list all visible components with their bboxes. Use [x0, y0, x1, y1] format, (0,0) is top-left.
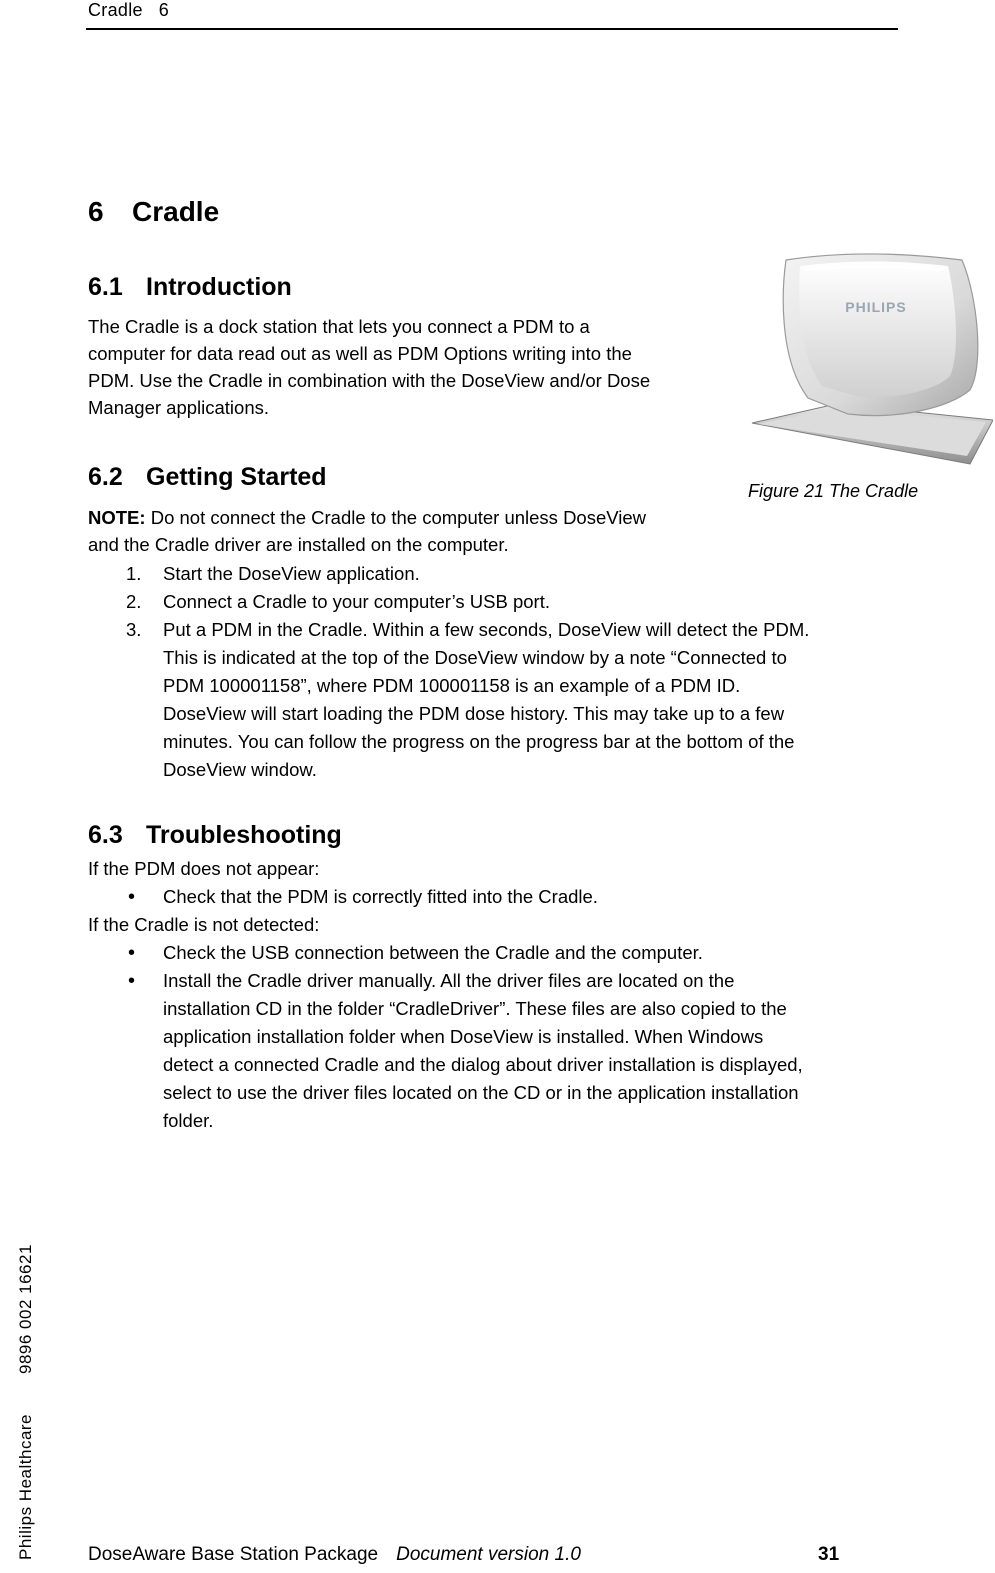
section-heading-troubleshooting — [88, 821, 342, 850]
note-paragraph — [88, 504, 918, 558]
header-rule — [86, 28, 898, 30]
cradle-figure — [748, 248, 993, 468]
text-line: DoseView will start loading the PDM dose history. This may take up to a few — [163, 703, 785, 724]
text-line: computer for data read out as well as PDM Options writing into the — [88, 343, 632, 364]
text-line: Install the Cradle driver manually. All the driver files are located on the — [163, 970, 735, 991]
introduction-paragraph — [88, 313, 650, 421]
text-line: application installation folder when DoseView is installed. When Windows — [163, 1026, 764, 1047]
text-line: DoseView window. — [163, 759, 317, 780]
condition-text: If the Cradle is not detected: — [88, 914, 320, 935]
list-item — [88, 560, 918, 588]
sidebar-doc-number: 9896 002 16621 — [16, 1244, 35, 1374]
sidebar-company: Philips Healthcare — [16, 1413, 35, 1560]
text-line: Start the DoseView application. — [163, 563, 420, 584]
sidebar-document-info — [16, 1244, 36, 1560]
list-item — [88, 883, 918, 911]
list-item — [88, 967, 918, 1135]
chapter-number: 6 — [88, 196, 104, 227]
text-line: select to use the driver files located on the CD or in the application installation — [163, 1082, 799, 1103]
footer-document-version: Document version 1.0 — [396, 1544, 581, 1565]
condition-text: If the PDM does not appear: — [88, 858, 320, 879]
footer-package-name: DoseAware Base Station Package — [88, 1544, 379, 1565]
text-line: PDM 100001158”, where PDM 100001158 is an example of a PDM ID. — [163, 675, 741, 696]
chapter-title — [88, 196, 219, 228]
list-item — [88, 939, 918, 967]
text-line: Check that the PDM is correctly fitted into the Cradle. — [163, 886, 598, 907]
bullet-icon: • — [128, 942, 136, 964]
text-line: Check the USB connection between the Cradle and the computer. — [163, 942, 703, 963]
footer — [88, 1544, 581, 1566]
section-title: Troubleshooting — [146, 821, 342, 849]
section-title: Getting Started — [146, 463, 327, 491]
text-line: installation CD in the folder “CradleDriver”. These files are also copied to the — [163, 998, 787, 1019]
note-line: and the Cradle driver are installed on the computer. — [88, 534, 509, 555]
cradle-image — [748, 248, 993, 468]
chapter-title-text: Cradle — [132, 196, 220, 227]
section-number: 6.2 — [88, 463, 123, 491]
list-number: 3. — [126, 619, 142, 640]
philips-logo: PHILIPS — [845, 299, 907, 315]
steps-list — [88, 560, 918, 784]
text-line: Put a PDM in the Cradle. Within a few seconds, DoseView will detect the PDM. — [163, 619, 810, 640]
section-number: 6.3 — [88, 821, 123, 849]
list-item — [88, 588, 918, 616]
note-text: Do not connect the Cradle to the computer unless DoseView — [145, 507, 647, 528]
page-number: 31 — [818, 1544, 840, 1565]
note-line — [88, 504, 918, 531]
running-header: Cradle 6 — [88, 0, 170, 20]
troubleshooting-content — [88, 855, 918, 1135]
text-line: This is indicated at the top of the DoseView window by a note “Connected to — [163, 647, 787, 668]
text-line: PDM. Use the Cradle in combination with the DoseView and/or Dose — [88, 370, 651, 391]
section-title: Introduction — [146, 273, 292, 301]
text-line: Connect a Cradle to your computer’s USB port. — [163, 591, 550, 612]
text-line: folder. — [163, 1110, 214, 1131]
note-label: NOTE: — [88, 507, 146, 528]
section-heading-introduction — [88, 273, 292, 302]
text-line: detect a connected Cradle and the dialog about driver installation is displayed, — [163, 1054, 803, 1075]
figure-caption: Figure 21 The Cradle — [748, 481, 919, 501]
text-line: The Cradle is a dock station that lets you connect a PDM to a — [88, 316, 590, 337]
list-number: 2. — [126, 591, 142, 612]
cradle-body — [783, 254, 978, 416]
list-number: 1. — [126, 563, 142, 584]
text-line: Manager applications. — [88, 397, 269, 418]
list-item — [88, 616, 918, 784]
bullet-icon: • — [128, 886, 136, 908]
section-number: 6.1 — [88, 273, 123, 301]
bullet-icon: • — [128, 970, 136, 992]
text-line: minutes. You can follow the progress on the progress bar at the bottom of the — [163, 731, 795, 752]
section-heading-getting-started — [88, 463, 327, 492]
